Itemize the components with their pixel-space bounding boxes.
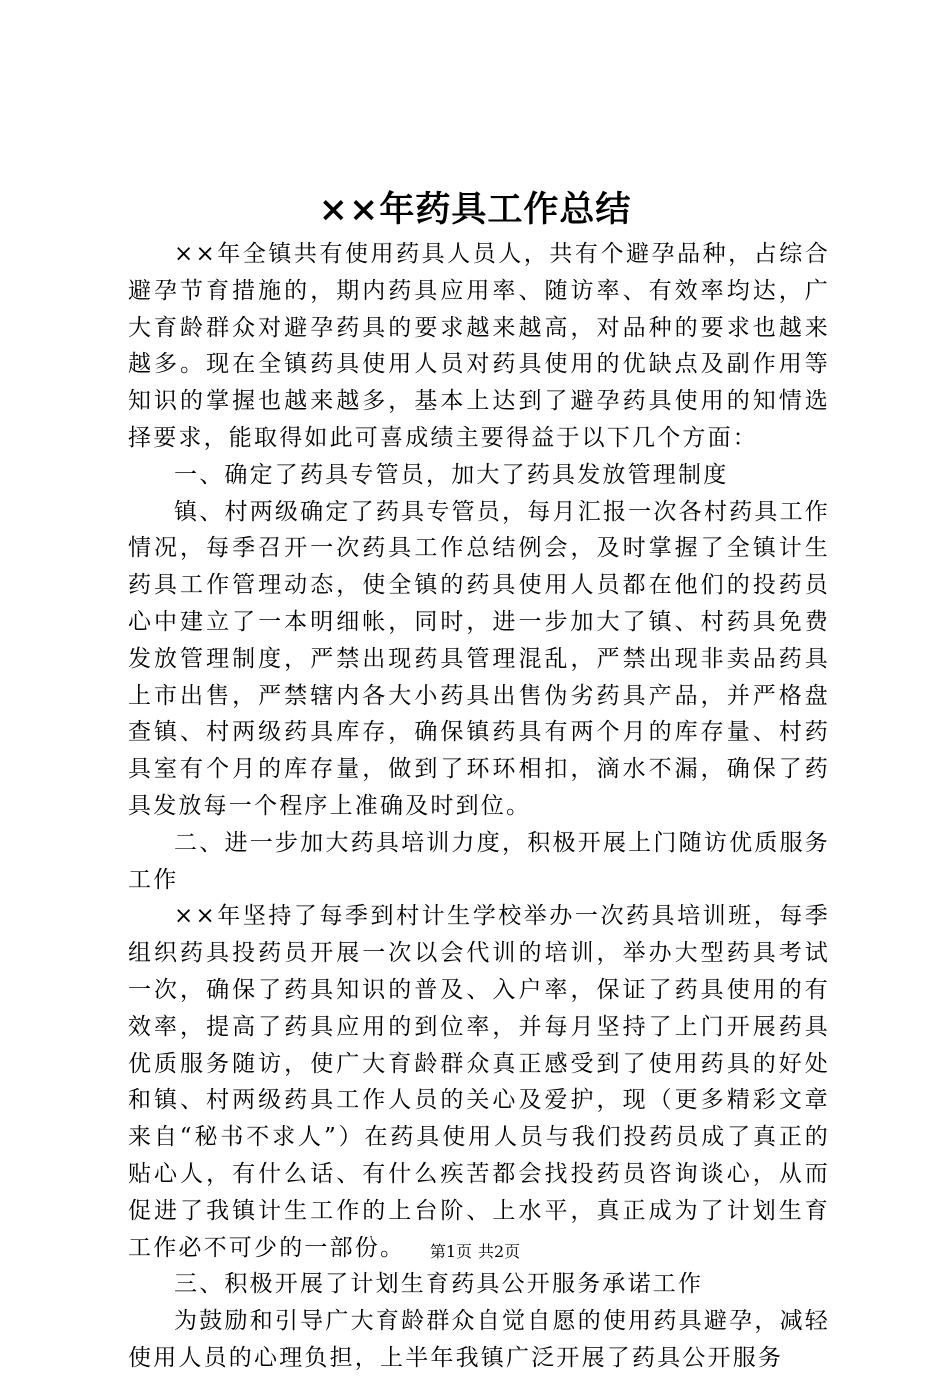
page-number: 第1页 <box>429 1242 472 1261</box>
document-body <box>128 236 830 1377</box>
page-total: 共2页 <box>478 1242 521 1261</box>
section-heading-2: 二、进一步加大药具培训力度，积极开展上门随访优质服务工作 <box>128 829 830 893</box>
paragraph-intro: ××年全镇共有使用药具人员人，共有个避孕品种，占综合避孕节育措施的，期内药具应用率、随访率、有效率均达，广大育龄群众对避孕药具的要求越来越高，对品种的要求也越来越多。现在全镇药具使用人员对药具使用的优缺点及副作用等知识的掌握也越来越多，基本上达到了避孕药具使用的知情选择要求，能取得如此可喜成绩主要得益于以下几个方面： <box>128 241 830 451</box>
paragraph-section-3: 为鼓励和引导广大育龄群众自觉自愿的使用药具避孕，减轻使用人员的心理负担，上半年我镇广泛开展了药具公开服务 <box>128 1308 830 1371</box>
paragraph-section-1: 镇、村两级确定了药具专管员，每月汇报一次各村药具工作情况，每季召开一次药具工作总结例会，及时掌握了全镇计生药具工作管理动态，使全镇的药具使用人员都在他们的投药员心中建立了一本明细帐，同时，进一步加大了镇、村药具免费发放管理制度，严禁出现药具管理混乱，严禁出现非卖品药具上市出售，严禁辖内各大小药具出售伪劣药具产品，并严格盘查镇、村两级药具库存，确保镇药具有两个月的库存量、村药具室有个月的库存量，做到了环环相扣，滴水不漏，确保了药具发放每一个程序上准确及时到位。 <box>128 498 830 819</box>
section-heading-1: 一、确定了药具专管员，加大了药具发放管理制度 <box>174 461 729 488</box>
section-heading-3: 三、积极开展了计划生育药具公开服务承诺工作 <box>174 1271 704 1298</box>
document-title: ××年药具工作总结 <box>318 189 632 230</box>
paragraph-section-2: ××年坚持了每季到村计生学校举办一次药具培训班，每季组织药具投药员开展一次以会代训的培训，举办大型药具考试一次，确保了药具知识的普及、入户率，保证了药具使用的有效率，提高了药具应用的到位率，并每月坚持了上门开展药具优质服务随访，使广大育龄群众真正感受到了使用药具的好处和镇、村两级药具工作人员的关心及爱护，现（更多精彩文章来自“秘书不求人”）在药具使用人员与我们投药员成了真正的贴心人，有什么话、有什么疾苦都会找投药员咨询谈心，从而促进了我镇计生工作的上台阶、上水平，真正成为了计划生育工作必不可少的一部份。 <box>128 903 830 1261</box>
page-footer <box>0 1240 950 1264</box>
